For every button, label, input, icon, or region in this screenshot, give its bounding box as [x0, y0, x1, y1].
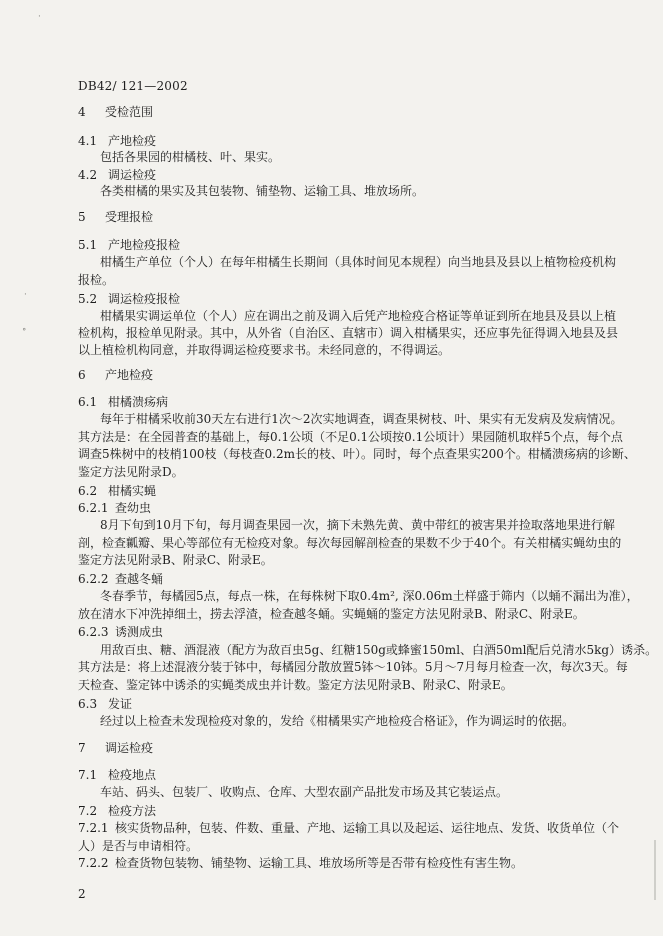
paragraph: 各类柑橘的果实及其包装物、铺垫物、运输工具、堆放场所。 [100, 184, 425, 198]
paragraph: 以上植检机构同意，并取得调运检疫要求书。未经同意的，不得调运。 [78, 343, 451, 357]
paragraph: 调查5株树中的枝梢100枝（每枝查0.2m长的枝、叶）。同时，每个点查果实200个。柑橘溃疡病的诊断、 [78, 447, 636, 461]
subsection-heading: 4.1 产地检疫 [78, 134, 157, 148]
clause: 7.2.1 核实货物品种，包装、件数、重量、产地、运输工具以及起运、运往地点、发货、收货单位（个 [78, 821, 620, 835]
subsubsection-heading: 6.2.1 查幼虫 [78, 501, 152, 515]
subsection-heading: 6.1 柑橘溃疡病 [78, 395, 169, 409]
section-heading: 6 产地检疫 [78, 368, 154, 382]
subsection-heading: 7.2 检疫方法 [78, 804, 157, 818]
paragraph: 每年于柑橘采收前30天左右进行1次～2次实地调查，调查果树枝、叶、果实有无发病及发病情况。 [100, 412, 623, 426]
paragraph: 报检。 [78, 273, 115, 287]
subsection-heading: 6.3 发证 [78, 697, 133, 711]
paragraph: 放在清水下冲洗掉细土，捞去浮渣，检查越冬蛹。实蝇蛹的鉴定方法见附录B、附录C、附录E。 [78, 607, 585, 621]
paragraph: 剖，检查瓤瓣、果心等部位有无检疫对象。每次每园解剖检查的果数不少于40个。有关柑橘实蝇幼虫的 [78, 536, 622, 550]
paragraph: 冬春季节，每橘园5点，每点一株，在每株树下取0.4m², 深0.06m土样盛于筛内（以蛹不漏出为准）， [100, 589, 639, 603]
section-heading: 4 受检范围 [78, 105, 154, 119]
subsubsection-heading: 6.2.3 诱测成虫 [78, 625, 164, 639]
paragraph: 用敌百虫、糖、酒混液（配方为敌百虫5g、红糖150g或蜂蜜150ml、白酒50ml配后兑清水5kg）诱杀。 [100, 643, 658, 657]
paragraph: 包括各果园的柑橘枝、叶、果实。 [100, 150, 281, 164]
scan-mark-icon: · [38, 12, 41, 22]
paragraph: 柑橘生产单位（个人）在每年柑橘生长期间（具体时间见本规程）向当地县及县以上植物检疫机构 [100, 255, 617, 269]
paragraph: 车站、码头、包装厂、收购点、仓库、大型农副产品批发市场及其它装运点。 [100, 785, 509, 799]
subsection-heading: 7.1 检疫地点 [78, 768, 157, 782]
page-number: 2 [78, 887, 86, 901]
subsection-heading: 6.2 柑橘实蝇 [78, 484, 157, 498]
paragraph: 8月下旬到10月下旬，每月调查果园一次，摘下未熟先黄、黄中带红的被害果并捡取落地果进行解 [100, 518, 615, 532]
standard-code: DB42/ 121—2002 [78, 79, 188, 93]
subsection-heading: 5.2 调运检疫报检 [78, 292, 181, 306]
section-heading: 5 受理报检 [78, 210, 154, 224]
scan-mark-icon: · [24, 290, 27, 300]
paragraph: 其方法是：将上述混液分装于钵中，每橘园分散放置5钵～10钵。5月～7月每月检查一次，每次3天。每 [78, 660, 628, 674]
paragraph: 人）是否与申请相符。 [78, 839, 199, 853]
scan-mark-icon: ∘ [22, 325, 27, 335]
subsubsection-heading: 6.2.2 查越冬蛹 [78, 572, 164, 586]
subsection-heading: 5.1 产地检疫报检 [78, 238, 181, 252]
paragraph: 柑橘果实调运单位（个人）应在调出之前及调入后凭产地检疫合格证等单证到所在地县及县以上植 [100, 309, 617, 323]
subsection-heading: 4.2 调运检疫 [78, 168, 157, 182]
scan-edge-line [654, 840, 656, 900]
paragraph: 鉴定方法见附录B、附录C、附录E。 [78, 553, 273, 567]
section-heading: 7 调运检疫 [78, 741, 154, 755]
paragraph: 经过以上检查未发现检疫对象的，发给《柑橘果实产地检疫合格证》，作为调运时的依据。 [100, 714, 575, 728]
paragraph: 鉴定方法见附录D。 [78, 465, 184, 479]
clause: 7.2.2 检查货物包装物、铺垫物、运输工具、堆放场所等是否带有检疫性有害生物。 [78, 856, 524, 870]
paragraph: 天检查、鉴定钵中诱杀的实蝇类成虫并计数。鉴定方法见附录B、附录C、附录E。 [78, 678, 513, 692]
paragraph: 其方法是：在全园普查的基础上，每0.1公顷（不足0.1公顷按0.1公顷计）果园随机取样5个点，每个点 [78, 430, 623, 444]
paragraph: 检机构，报检单见附录。其中，从外省（自治区、直辖市）调入柑橘果实，还应事先征得调入地县及县 [78, 326, 619, 340]
